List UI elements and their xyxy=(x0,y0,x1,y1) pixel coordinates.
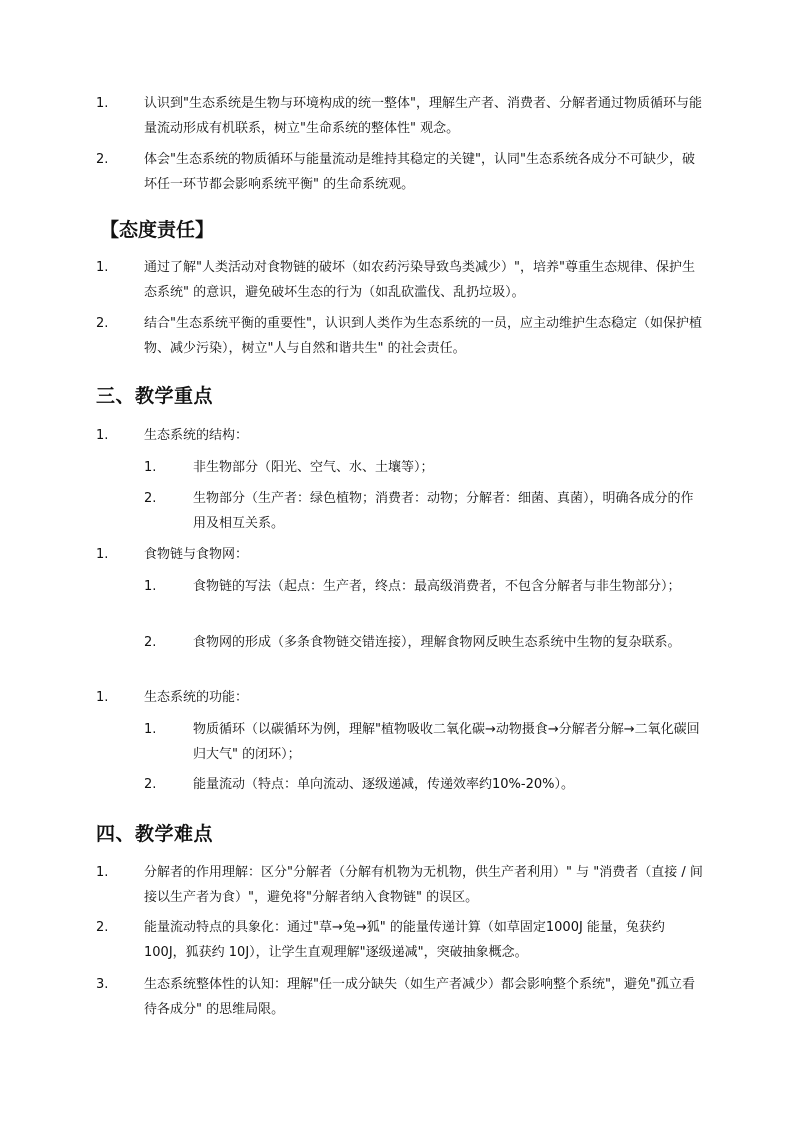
list-text: 体会"生态系统的物质循环与能量流动是维持其稳定的关键"，认同"生态系统各成分不可缺少，破坏任一环节都会影响系统平衡" 的生命系统观。 xyxy=(144,152,695,192)
list-number: 1. xyxy=(96,865,109,880)
list-text: 生态系统的功能： xyxy=(144,690,249,705)
list-number: 3. xyxy=(96,977,109,992)
list-text: 能量流动特点的具象化：通过"草→兔→狐" 的能量传递计算（如草固定1000J 能量，兔获约 100J，狐获约 10J），让学生直观理解"逐级递减"，突破抽象概念。 xyxy=(144,920,665,960)
list-number: 1. xyxy=(96,96,109,111)
list-number: 2. xyxy=(144,635,157,650)
list-number: 2. xyxy=(96,920,109,935)
list-text: 结合"生态系统平衡的重要性"，认识到人类作为生态系统的一员，应主动维护生态稳定（如保护植物、减少污染），树立"人与自然和谐共生" 的社会责任。 xyxy=(144,316,702,356)
list-text: 生态系统的结构： xyxy=(144,428,249,443)
list-text: 食物链的写法（起点：生产者，终点：最高级消费者，不包含分解者与非生物部分）； xyxy=(193,579,681,594)
list-number: 1. xyxy=(96,260,109,275)
list-text: 非生物部分（阳光、空气、水、土壤等）； xyxy=(193,460,434,475)
list-text: 食物网的形成（多条食物链交错连接），理解食物网反映生态系统中生物的复杂联系。 xyxy=(193,635,681,650)
list-number: 1. xyxy=(96,428,109,443)
list-text: 食物链与食物网： xyxy=(144,547,249,562)
section-heading-difficulties: 四、教学难点 xyxy=(96,823,214,845)
section-heading-attitude: 【态度责任】 xyxy=(100,219,215,241)
list-text: 认识到"生态系统是生物与环境构成的统一整体"，理解生产者、消费者、分解者通过物质循环与能量流动形成有机联系，树立"生命系统的整体性" 观念。 xyxy=(144,96,702,136)
list-number: 1. xyxy=(144,722,157,737)
list-text: 能量流动（特点：单向流动、逐级递减，传递效率约10%-20%）。 xyxy=(193,777,574,792)
list-text: 生态系统整体性的认知：理解"任一成分缺失（如生产者减少）都会影响整个系统"，避免"孤立看待各成分" 的思维局限。 xyxy=(144,977,695,1017)
list-number: 1. xyxy=(144,579,157,594)
list-number: 2. xyxy=(96,316,109,331)
list-text: 物质循环（以碳循环为例，理解"植物吸收二氧化碳→动物摄食→分解者分解→二氧化碳回归大气" 的闭环）； xyxy=(193,722,700,762)
list-number: 1. xyxy=(96,547,109,562)
list-text: 生物部分（生产者：绿色植物；消费者：动物；分解者：细菌、真菌），明确各成分的作用及相互关系。 xyxy=(193,491,694,531)
list-number: 2. xyxy=(96,152,109,167)
list-number: 1. xyxy=(144,460,157,475)
list-number: 2. xyxy=(144,777,157,792)
list-number: 2. xyxy=(144,491,157,506)
list-text: 分解者的作用理解：区分"分解者（分解有机物为无机物，供生产者利用）" 与 "消费者（直接 / 间接以生产者为食）"，避免将"分解者纳入食物链" 的误区。 xyxy=(144,865,703,905)
list-text: 通过了解"人类活动对食物链的破坏（如农药污染导致鸟类减少）"，培养"尊重生态规律、保护生态系统" 的意识，避免破坏生态的行为（如乱砍滥伐、乱扔垃圾）。 xyxy=(144,260,695,300)
list-number: 1. xyxy=(96,690,109,705)
section-heading-key-points: 三、教学重点 xyxy=(96,385,214,407)
